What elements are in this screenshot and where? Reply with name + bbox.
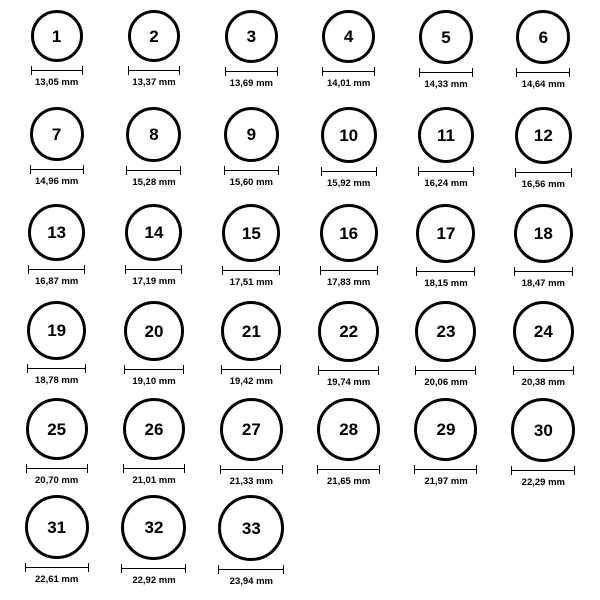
ring-size-number: 6 xyxy=(538,27,549,47)
diameter-measure-bar xyxy=(513,366,574,375)
diameter-measure-bar xyxy=(28,265,85,274)
ring-size-cell xyxy=(300,204,397,301)
ring-circle xyxy=(318,301,379,362)
ring-size-number: 32 xyxy=(144,518,164,537)
ring-size-number: 33 xyxy=(241,518,261,538)
diameter-label: 15,60 mm xyxy=(229,177,273,188)
ring-size-cell xyxy=(397,398,494,495)
diameter-label: 15,92 mm xyxy=(327,178,371,189)
diameter-label: 16,87 mm xyxy=(35,276,79,287)
diameter-label: 19,74 mm xyxy=(327,377,371,388)
ring-size-number: 27 xyxy=(241,420,261,439)
ring-size-number: 22 xyxy=(339,322,359,341)
diameter-label: 14,96 mm xyxy=(35,176,79,187)
diameter-measure-bar xyxy=(511,466,575,475)
diameter-measure-bar xyxy=(26,464,88,473)
diameter-label: 18,47 mm xyxy=(521,278,565,289)
diameter-measure-bar xyxy=(514,267,573,276)
diameter-label: 22,61 mm xyxy=(35,574,79,585)
ring-size-cell xyxy=(203,495,300,592)
diameter-measure-bar xyxy=(515,168,572,177)
diameter-label: 20,06 mm xyxy=(424,377,468,388)
ring-circle xyxy=(321,107,377,163)
diameter-measure-bar xyxy=(221,365,281,374)
ring-size-number: 1 xyxy=(51,26,62,46)
ring-size-cell xyxy=(495,204,592,301)
diameter-measure-bar xyxy=(321,167,377,176)
ring-size-number: 30 xyxy=(533,420,553,440)
diameter-label: 14,33 mm xyxy=(424,79,468,90)
ring-circle xyxy=(511,398,575,462)
diameter-measure-bar xyxy=(418,167,474,176)
ring-size-number: 4 xyxy=(343,27,354,46)
diameter-label: 13,37 mm xyxy=(132,77,176,88)
diameter-measure-bar xyxy=(25,563,89,572)
ring-size-cell xyxy=(8,301,105,398)
ring-circle xyxy=(416,204,475,263)
ring-size-number: 29 xyxy=(436,420,456,439)
ring-circle xyxy=(322,10,375,63)
diameter-measure-bar xyxy=(128,66,180,75)
ring-circle xyxy=(26,398,88,460)
ring-circle xyxy=(320,204,378,262)
ring-circle xyxy=(124,301,184,361)
ring-size-number: 21 xyxy=(241,321,261,341)
ring-size-cell xyxy=(397,204,494,301)
ring-size-grid xyxy=(8,10,592,592)
ring-size-number: 12 xyxy=(533,126,553,145)
ring-circle xyxy=(125,204,182,261)
ring-circle xyxy=(419,10,473,64)
ring-size-number: 16 xyxy=(339,223,359,243)
diameter-measure-bar xyxy=(322,67,375,76)
diameter-measure-bar xyxy=(224,166,279,175)
diameter-measure-bar xyxy=(320,266,378,275)
ring-size-number: 23 xyxy=(436,322,456,341)
ring-circle xyxy=(218,495,284,561)
ring-size-number: 13 xyxy=(47,223,67,242)
ring-size-cell xyxy=(397,301,494,398)
ring-size-cell xyxy=(105,204,202,301)
diameter-measure-bar xyxy=(30,165,84,174)
ring-size-number: 26 xyxy=(144,419,164,439)
ring-circle xyxy=(225,10,278,63)
ring-size-cell xyxy=(8,398,105,495)
ring-size-number: 2 xyxy=(149,26,159,46)
ring-size-cell xyxy=(300,398,397,495)
ring-size-number: 15 xyxy=(241,223,261,243)
diameter-label: 19,10 mm xyxy=(132,376,176,387)
ring-size-cell xyxy=(8,107,105,204)
diameter-measure-bar xyxy=(225,67,278,76)
diameter-label: 19,42 mm xyxy=(229,376,273,387)
diameter-label: 17,19 mm xyxy=(132,276,176,287)
ring-circle xyxy=(220,398,283,461)
diameter-measure-bar xyxy=(414,465,477,474)
ring-size-cell xyxy=(495,107,592,204)
diameter-label: 15,28 mm xyxy=(132,177,176,188)
diameter-label: 13,05 mm xyxy=(35,77,79,88)
ring-size-number: 31 xyxy=(47,517,67,537)
ring-size-number: 17 xyxy=(436,224,456,243)
ring-size-number: 10 xyxy=(339,125,359,145)
ring-circle xyxy=(221,301,281,361)
ring-size-cell xyxy=(105,495,202,592)
diameter-label: 22,29 mm xyxy=(521,477,565,488)
diameter-measure-bar xyxy=(415,366,476,375)
ring-circle xyxy=(128,10,180,62)
ring-size-number: 5 xyxy=(441,27,451,47)
diameter-label: 21,01 mm xyxy=(132,475,176,486)
ring-size-cell xyxy=(105,398,202,495)
diameter-measure-bar xyxy=(121,564,186,573)
ring-size-cell xyxy=(105,301,202,398)
ring-size-number: 18 xyxy=(533,224,553,243)
ring-circle xyxy=(222,204,280,262)
ring-size-cell xyxy=(300,301,397,398)
diameter-measure-bar xyxy=(317,465,380,474)
diameter-measure-bar xyxy=(126,166,181,175)
ring-size-number: 3 xyxy=(246,27,257,46)
ring-size-number: 25 xyxy=(47,419,67,439)
ring-circle xyxy=(126,107,181,162)
ring-size-number: 14 xyxy=(144,223,164,242)
diameter-measure-bar xyxy=(27,364,86,373)
ring-circle xyxy=(414,398,477,461)
diameter-label: 20,38 mm xyxy=(521,377,565,388)
diameter-label: 21,33 mm xyxy=(229,476,273,487)
ring-circle xyxy=(513,301,574,362)
ring-size-number: 8 xyxy=(149,125,159,144)
diameter-measure-bar xyxy=(125,265,182,274)
diameter-measure-bar xyxy=(123,464,185,473)
ring-circle xyxy=(123,398,185,460)
ring-size-cell xyxy=(397,107,494,204)
ring-size-cell xyxy=(105,10,202,107)
ring-size-cell xyxy=(203,398,300,495)
diameter-label: 17,83 mm xyxy=(327,277,371,288)
ring-size-number: 24 xyxy=(533,322,553,341)
diameter-measure-bar xyxy=(222,266,280,275)
diameter-label: 14,01 mm xyxy=(327,78,371,89)
ring-size-cell xyxy=(203,204,300,301)
ring-size-number: 9 xyxy=(246,125,257,144)
ring-size-cell xyxy=(203,301,300,398)
diameter-measure-bar xyxy=(318,366,379,375)
ring-size-cell xyxy=(300,107,397,204)
diameter-label: 22,92 mm xyxy=(132,575,176,586)
ring-size-number: 20 xyxy=(144,321,164,341)
ring-size-number: 11 xyxy=(436,125,455,145)
diameter-label: 21,97 mm xyxy=(424,476,468,487)
ring-size-number: 7 xyxy=(51,124,62,144)
diameter-label: 18,15 mm xyxy=(424,278,468,289)
diameter-label: 14,64 mm xyxy=(521,79,565,90)
ring-circle xyxy=(31,10,83,62)
diameter-label: 16,56 mm xyxy=(521,179,565,190)
ring-size-cell xyxy=(8,10,105,107)
diameter-measure-bar xyxy=(516,68,570,77)
ring-circle xyxy=(25,495,89,559)
ring-circle xyxy=(516,10,570,64)
diameter-label: 21,65 mm xyxy=(327,476,371,487)
ring-size-cell xyxy=(300,10,397,107)
ring-size-cell xyxy=(397,10,494,107)
ring-size-cell xyxy=(495,398,592,495)
diameter-label: 17,51 mm xyxy=(229,277,273,288)
diameter-label: 20,70 mm xyxy=(35,475,79,486)
diameter-measure-bar xyxy=(419,68,473,77)
ring-size-cell xyxy=(8,204,105,301)
ring-size-cell xyxy=(495,301,592,398)
diameter-label: 16,24 mm xyxy=(424,178,468,189)
diameter-measure-bar xyxy=(220,465,283,474)
diameter-measure-bar xyxy=(31,66,83,75)
diameter-label: 18,78 mm xyxy=(35,375,79,386)
ring-circle xyxy=(418,107,474,163)
ring-size-cell xyxy=(203,10,300,107)
diameter-measure-bar xyxy=(124,365,184,374)
ring-circle xyxy=(224,107,279,162)
ring-size-number: 19 xyxy=(47,321,67,340)
ring-circle xyxy=(28,204,85,261)
ring-size-number: 28 xyxy=(339,420,359,439)
ring-circle xyxy=(30,107,84,161)
ring-circle xyxy=(27,301,86,360)
ring-circle xyxy=(317,398,380,461)
ring-size-cell xyxy=(495,10,592,107)
diameter-label: 23,94 mm xyxy=(229,576,273,587)
ring-circle xyxy=(121,495,186,560)
ring-circle xyxy=(515,107,572,164)
ring-size-cell xyxy=(8,495,105,592)
ring-circle xyxy=(514,204,573,263)
ring-circle xyxy=(415,301,476,362)
diameter-measure-bar xyxy=(416,267,475,276)
diameter-measure-bar xyxy=(218,565,284,574)
ring-size-cell xyxy=(105,107,202,204)
diameter-label: 13,69 mm xyxy=(229,78,273,89)
ring-size-cell xyxy=(203,107,300,204)
